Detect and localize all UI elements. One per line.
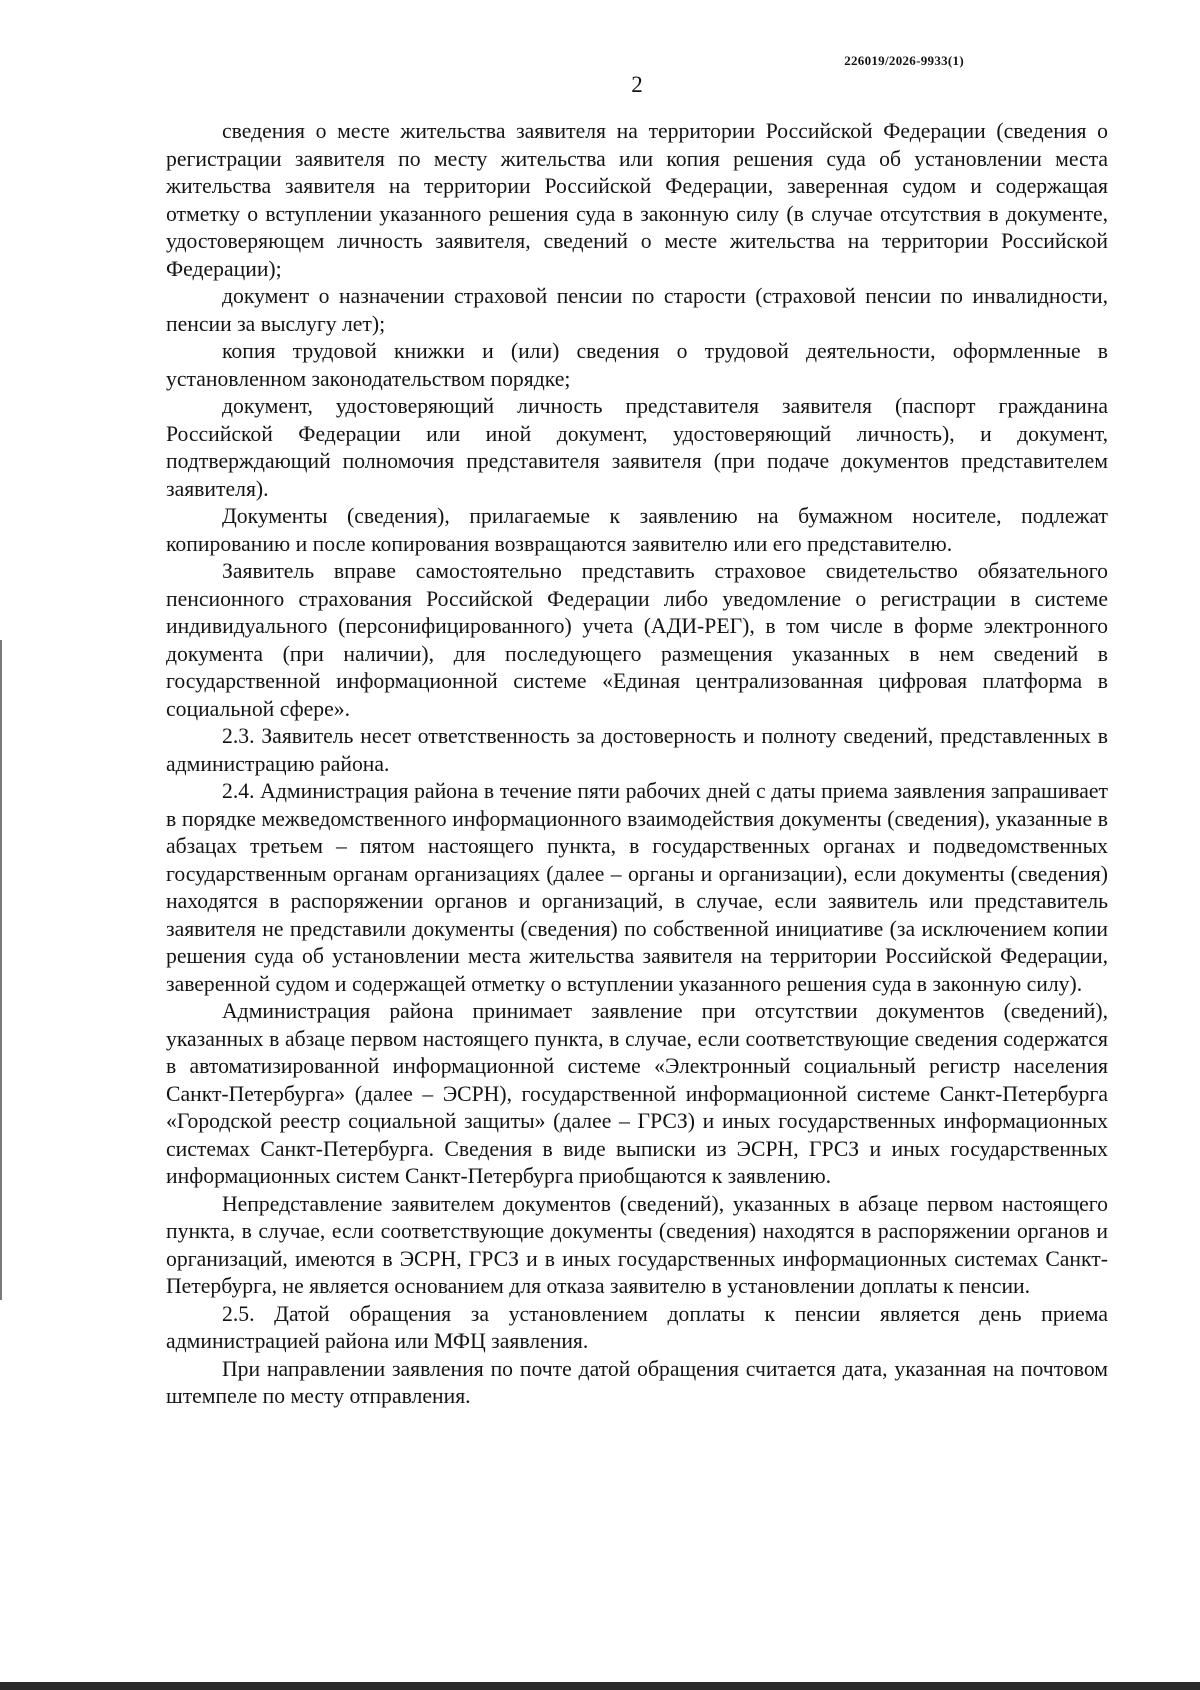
- page-number: 2: [631, 72, 643, 97]
- document-id: 226019/2026-9933(1): [844, 53, 964, 68]
- paragraph-representative-id: документ, удостоверяющий личность представителя заявителя (паспорт гражданина Российской Федерации или иной документ, удостоверяющий личность), и документ, подтверждающий полномочия представителя заявителя (при подаче документов представителем заявителя).: [166, 394, 1108, 501]
- paragraph-2-3: 2.3. Заявитель несет ответственность за достоверность и полноту сведений, представленных в администрацию района.: [166, 724, 1108, 776]
- paragraph-esrn-grsz: Администрация района принимает заявление при отсутствии документов (сведений), указанных в абзаце первом настоящего пункта, в случае, если соответствующие сведения содержатся в автоматизированной информационной системе «Электронный социальный регистр населения Санкт-Петербурга» (далее – ЭСРН), государственной информационной системе Санкт-Петербурга «Городской реестр социальной защиты» (далее – ГРСЗ) и иных государственных информационных системах Санкт-Петербурга. Сведения в виде выписки из ЭСРН, ГРСЗ и иных государственных информационных систем Санкт-Петербурга приобщаются к заявлению.: [166, 999, 1108, 1188]
- paragraph-paper-copies: Документы (сведения), прилагаемые к заявлению на бумажном носителе, подлежат копированию и после копирования возвращаются заявителю или его представителю.: [166, 504, 1108, 556]
- paragraph-2-5: 2.5. Датой обращения за установлением доплаты к пенсии является день приема администрацией района или МФЦ заявления.: [166, 1301, 1108, 1353]
- paragraph-non-submission: Непредставление заявителем документов (сведений), указанных в абзаце первом настоящего пункта, в случае, если соответствующие документы (сведения) находятся в распоряжении органов и организаций, имеются в ЭСРН, ГРСЗ и в иных государственных информационных системах Санкт-Петербурга, не является основанием для отказа заявителю в установлении доплаты к пенсии.: [166, 1191, 1108, 1298]
- paragraph-pension-document: документ о назначении страховой пенсии по старости (страховой пенсии по инвалидности, пенсии за выслугу лет);: [166, 284, 1108, 336]
- paragraph-2-4: 2.4. Администрация района в течение пяти рабочих дней с даты приема заявления запрашивает в порядке межведомственного информационного взаимодействия документы (сведения), указанные в абзацах третьем – пятом настоящего пункта, в государственных органах и подведомственных государственным органам организациях (далее – органы и организации), если документы (сведения) находятся в распоряжении органов и организаций, в случае, если заявитель или представитель заявителя не представили документы (сведения) по собственной инициативе (за исключением копии решения суда об установлении места жительства заявителя на территории Российской Федерации, заверенной судом и содержащей отметку о вступлении указанного решения суда в законную силу).: [166, 779, 1108, 996]
- scan-bottom-edge: [0, 1682, 1200, 1690]
- paragraph-residence-info: сведения о месте жительства заявителя на территории Российской Федерации (сведения о регистрации заявителя по месту жительства или копия решения суда об установлении места жительства заявителя на территории Российской Федерации, заверенная судом и содержащая отметку о вступлении указанного решения суда в законную силу (в случае отсутствия в документе, удостоверяющем личность заявителя, сведений о месте жительства на территории Российской Федерации);: [166, 119, 1108, 281]
- paragraph-insurance-certificate: Заявитель вправе самостоятельно представить страховое свидетельство обязательного пенсионного страхования Российской Федерации либо уведомление о регистрации в системе индивидуального (персонифицированного) учета (АДИ-РЕГ), в том числе в форме электронного документа (при наличии), для последующего размещения указанных в нем сведений в государственной информационной системе «Единая централизованная цифровая платформа в социальной сфере».: [166, 559, 1108, 721]
- paragraph-postal-date: При направлении заявления по почте датой обращения считается дата, указанная на почтовом штемпеле по месту отправления.: [166, 1356, 1108, 1408]
- paragraph-work-record: копия трудовой книжки и (или) сведения о трудовой деятельности, оформленные в установленном законодательством порядке;: [166, 339, 1108, 391]
- scan-left-edge: [0, 640, 2, 1300]
- document-body: [166, 118, 1108, 1411]
